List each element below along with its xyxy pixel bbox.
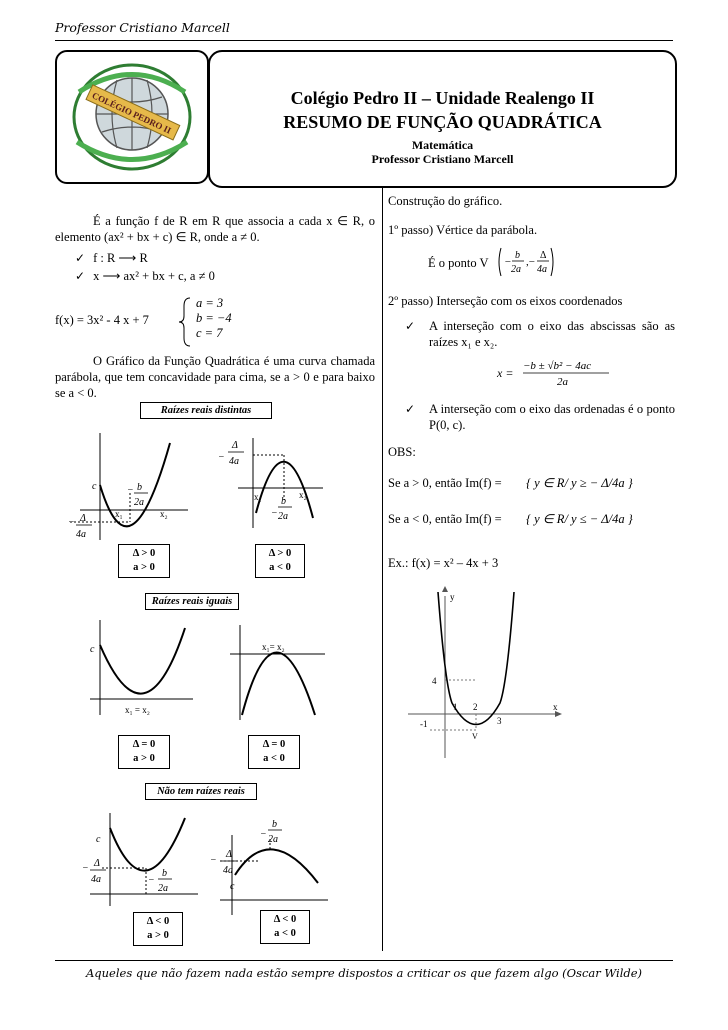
coef-c: c = 7	[196, 326, 223, 340]
bullet-ordinate	[405, 401, 675, 433]
condition-delta: Δ < 0	[146, 916, 170, 927]
vertex-x-label: 2	[473, 702, 478, 712]
root-1-label: 1	[453, 702, 458, 712]
condition-equal-up	[118, 735, 170, 769]
label-x2: x₂	[160, 509, 168, 519]
label-b: b	[272, 819, 277, 830]
label-x1: x₁	[115, 509, 123, 519]
school-name: Colégio Pedro II – Unidade Realengo II	[290, 88, 595, 108]
section-equal-roots: Raízes reais iguais	[145, 593, 239, 610]
label-4a: 4a	[91, 874, 101, 885]
logo-box	[55, 50, 209, 184]
condition-delta: Δ > 0	[132, 548, 156, 559]
svg-text:−: −	[504, 256, 512, 268]
graph-distinct-down	[218, 438, 328, 538]
bullet-abscissa	[405, 318, 675, 350]
obs-label: OBS:	[388, 445, 416, 459]
vertex-text: É o ponto V	[428, 256, 489, 270]
subject: Matemática	[411, 138, 474, 152]
svg-text:x =: x =	[497, 366, 514, 380]
coef-list	[196, 296, 232, 341]
label-minus: −	[218, 452, 225, 463]
condition-a: a > 0	[133, 753, 155, 764]
svg-text:b: b	[515, 250, 520, 261]
condition-distinct-down	[255, 544, 305, 578]
example-text: Ex.: f(x) = x² – 4x + 3	[388, 556, 499, 570]
example-function: f(x) = 3x² - 4 x + 7	[55, 313, 149, 327]
label-2a: 2a	[278, 511, 288, 522]
label-x1: x₁	[254, 492, 262, 502]
page-title: RESUMO DE FUNÇÃO QUADRÁTICA	[283, 112, 602, 132]
label-double-root: x₁ = x₂	[125, 705, 150, 715]
condition-none-down	[260, 910, 310, 944]
label-minus: −	[82, 863, 89, 874]
check-icon: ✓	[405, 319, 416, 333]
label-4a: 4a	[229, 456, 239, 467]
graph-text: O Gráfico da Função Quadrática é uma curva chamada parábola, que tem concavidade para cima, se a > 0 e para baixo se a < 0.	[55, 354, 375, 400]
label-double-root: x₁= x₂	[262, 642, 285, 652]
obs-negative-set: { y ∈ R/ y ≤ − Δ/4a }	[526, 512, 633, 526]
check-icon: ✓	[75, 269, 86, 283]
condition-a: a < 0	[274, 928, 296, 939]
label-b: b	[137, 482, 142, 493]
label-4a: 4a	[76, 529, 86, 540]
obs-positive: Se a > 0, então Im(f) =	[388, 476, 502, 490]
header-author: Professor Cristiano Marcell	[55, 20, 230, 35]
brace-icon	[178, 296, 192, 348]
footer-divider	[55, 960, 673, 961]
label-minus: −	[271, 508, 278, 519]
obs-negative: Se a < 0, então Im(f) =	[388, 512, 502, 526]
map-text-1: f : R ⟶ R	[93, 251, 148, 265]
title-box	[208, 50, 677, 188]
label-b: b	[281, 496, 286, 507]
condition-delta: Δ > 0	[268, 548, 292, 559]
graph-equal-down	[230, 620, 330, 720]
svg-text:,−: ,−	[526, 256, 535, 268]
axis-x-label: x	[553, 702, 558, 712]
map-line-1	[75, 250, 148, 266]
label-c: c	[96, 834, 101, 845]
vertex-formula	[496, 245, 556, 279]
label-b: b	[162, 868, 167, 879]
min-value-label: -1	[420, 719, 428, 729]
bullet-abscissa-text: A interseção com o eixo das abscissas são as raízes x₁ e x₂.	[429, 319, 675, 349]
logo-text: COLÉGIO PEDRO II	[90, 90, 173, 136]
y-intercept-label: 4	[432, 676, 437, 686]
column-divider	[382, 186, 383, 951]
svg-text:2a: 2a	[511, 264, 521, 275]
svg-text:Δ: Δ	[540, 250, 547, 261]
condition-delta: Δ = 0	[262, 739, 286, 750]
header-divider	[55, 40, 673, 41]
label-c: c	[230, 881, 235, 892]
label-minus: −	[210, 855, 217, 866]
label-delta: Δ	[226, 849, 232, 860]
check-icon: ✓	[75, 251, 86, 265]
label-minus: −	[148, 875, 155, 886]
coef-b: b = −4	[196, 311, 232, 325]
school-logo	[57, 52, 207, 182]
construction-heading: Construção do gráfico.	[388, 194, 503, 208]
condition-a: a > 0	[133, 562, 155, 573]
label-x2: x₂	[299, 490, 307, 500]
label-4a: 4a	[223, 865, 233, 876]
label-2a: 2a	[268, 834, 278, 845]
check-icon: ✓	[405, 402, 416, 416]
svg-text:−b ± √b² − 4ac: −b ± √b² − 4ac	[523, 360, 592, 372]
step-2: 2º passo) Interseção com os eixos coordenados	[388, 294, 623, 308]
section-no-roots: Não tem raízes reais	[145, 783, 257, 800]
label-c: c	[92, 481, 97, 492]
step-1: 1º passo) Vértice da parábola.	[388, 223, 538, 237]
label-2a: 2a	[134, 497, 144, 508]
teacher: Professor Cristiano Marcell	[371, 152, 514, 166]
label-delta: Δ	[94, 858, 100, 869]
section-distinct-roots: Raízes reais distintas	[140, 402, 272, 419]
condition-a: a > 0	[147, 930, 169, 941]
graph-none-up	[80, 808, 200, 908]
root-3-label: 3	[497, 716, 502, 726]
condition-a: a < 0	[269, 562, 291, 573]
intro-text: É a função f de R em R que associa a cada x ∈ R, o elemento (ax² + bx + c) ∈ R, onde a ≠ 0.	[55, 214, 375, 244]
label-2a: 2a	[158, 883, 168, 894]
map-text-2: x ⟶ ax² + bx + c, a ≠ 0	[93, 269, 215, 283]
bhaskara-formula	[495, 357, 615, 389]
graph-distinct-up	[70, 425, 190, 545]
label-delta: Δ	[232, 440, 238, 451]
condition-distinct-up	[118, 544, 170, 578]
map-line-2	[75, 268, 215, 284]
graph-equal-up	[85, 620, 195, 720]
label-minus: −	[68, 517, 75, 528]
axis-y-label: y	[450, 592, 455, 602]
vertex-label: V	[472, 732, 478, 741]
condition-a: a < 0	[263, 753, 285, 764]
condition-delta: Δ < 0	[273, 914, 297, 925]
footer-quote: Aqueles que não fazem nada estão sempre dispostos a criticar os que fazem algo (Oscar Wilde)	[85, 966, 643, 980]
label-c: c	[90, 644, 95, 655]
example-graph	[400, 588, 570, 763]
svg-text:2a: 2a	[557, 376, 568, 388]
coef-a: a = 3	[196, 296, 224, 310]
condition-none-up	[133, 912, 183, 946]
graph-none-down	[210, 815, 330, 915]
svg-text:4a: 4a	[537, 264, 547, 275]
label-minus: −	[127, 485, 134, 496]
label-delta: Δ	[80, 513, 86, 524]
condition-equal-down	[248, 735, 300, 769]
condition-delta: Δ = 0	[132, 739, 156, 750]
obs-positive-set: { y ∈ R/ y ≥ − Δ/4a }	[526, 476, 633, 490]
bullet-ordinate-text: A interseção com o eixo das ordenadas é o ponto P(0, c).	[429, 402, 675, 432]
label-minus: −	[260, 829, 267, 840]
